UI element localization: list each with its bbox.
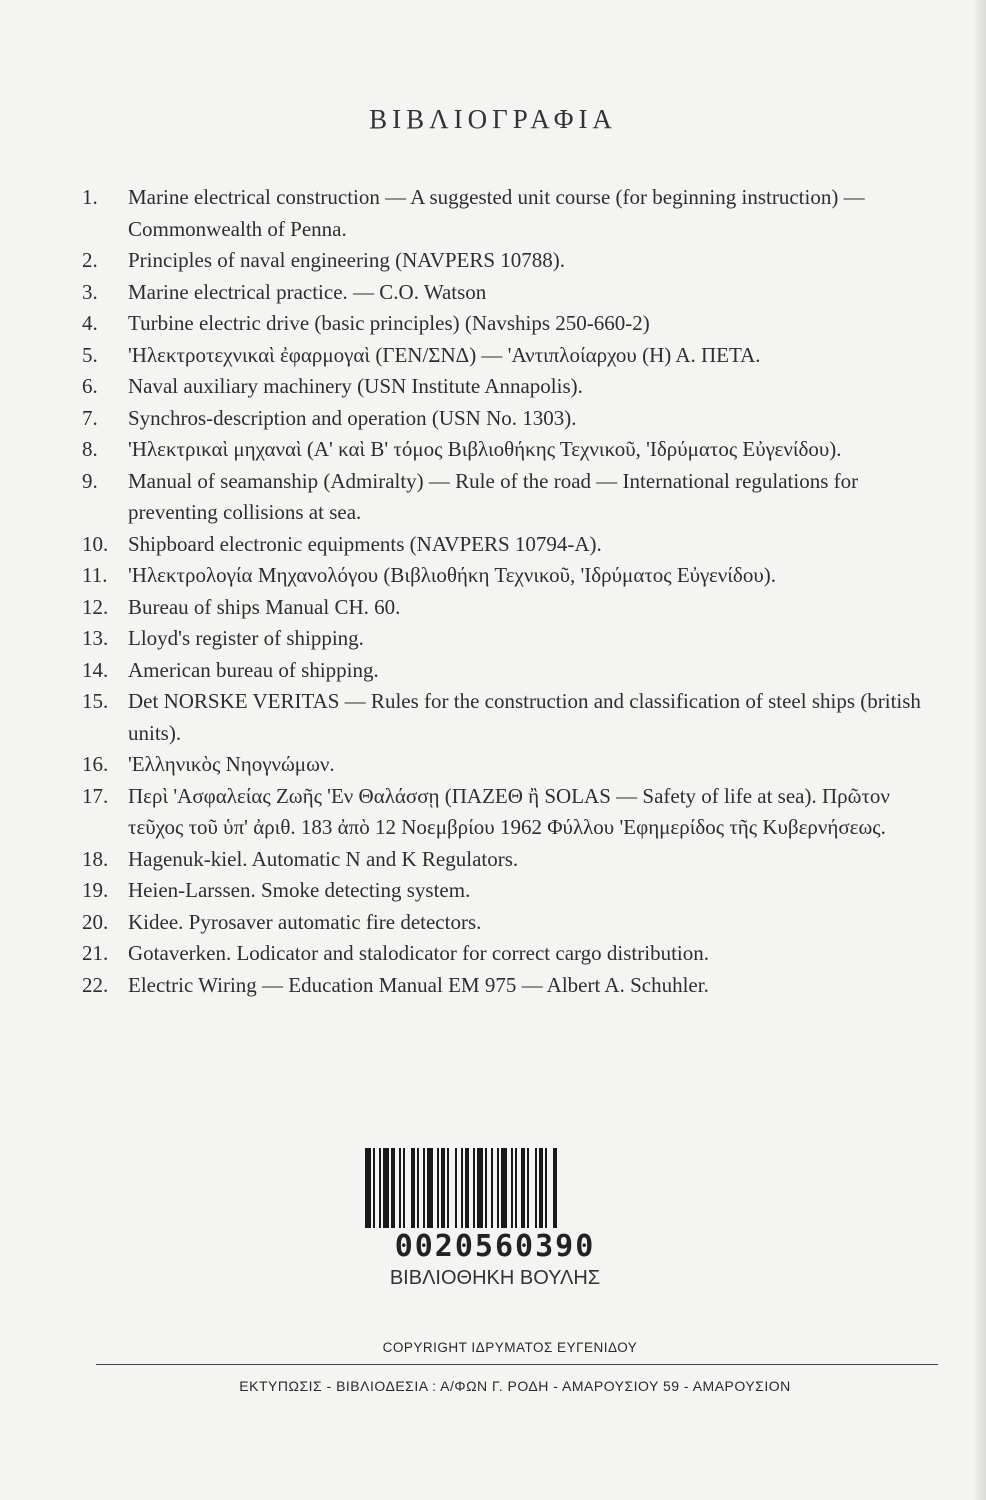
- bibliography-number: 20.: [82, 909, 109, 934]
- bibliography-item-20: [82, 907, 942, 939]
- bibliography-text: American bureau of shipping.: [128, 657, 379, 682]
- footer-divider: [96, 1364, 938, 1365]
- bibliography-item-8: [82, 434, 942, 466]
- bibliography-number: 6.: [82, 374, 98, 398]
- bibliography-text: 'Ηλεκτροτεχνικαὶ ἐφαρμογαὶ (ΓΕΝ/ΣΝΔ) — 'Αντιπλοίαρχου (Η) Α. ΠΕΤΑ.: [128, 342, 761, 367]
- bibliography-text: Heien-Larssen. Smoke detecting system.: [128, 878, 471, 902]
- page-edge-shadow: [972, 0, 986, 1500]
- bibliography-text: 'Ελληνικὸς Νηογνώμων.: [128, 752, 335, 776]
- bibliography-text: Hagenuk-kiel. Automatic N and K Regulators.: [128, 846, 519, 871]
- bibliography-item-14: [82, 655, 942, 687]
- bibliography-item-3: [82, 277, 942, 309]
- bibliography-list: [82, 182, 942, 1001]
- bibliography-text: Manual of seamanship (Admiralty) — Rule of the road — International regulations for preventing collisions at sea.: [128, 468, 859, 524]
- bibliography-item-2: [82, 245, 942, 277]
- barcode-bars-icon: [364, 1148, 626, 1228]
- copyright-line: COPYRIGHT ΙΔΡΥΜΑΤΟΣ ΕΥΓΕΝΙΔΟΥ: [382, 1340, 638, 1355]
- bibliography-number: 9.: [82, 468, 98, 493]
- bibliography-item-7: [82, 403, 942, 435]
- bibliography-number: 22.: [82, 972, 109, 997]
- bibliography-item-9: [82, 466, 942, 529]
- bibliography-number: 14.: [82, 657, 109, 682]
- bibliography-number: 13.: [82, 626, 109, 650]
- bibliography-text: Shipboard electronic equipments (NAVPERS 10794-A).: [128, 531, 602, 556]
- bibliography-item-22: [82, 970, 942, 1002]
- bibliography-number: 4.: [82, 311, 98, 335]
- bibliography-number: 11.: [82, 563, 108, 587]
- bibliography-text: Naval auxiliary machinery (USN Institute Annapolis).: [128, 374, 583, 398]
- bibliography-item-16: [82, 749, 942, 781]
- bibliography-number: 10.: [82, 531, 109, 556]
- bibliography-item-11: [82, 560, 942, 592]
- bibliography-number: 19.: [82, 878, 109, 902]
- bibliography-number: 12.: [82, 594, 109, 619]
- bibliography-number: 3.: [82, 279, 98, 304]
- bibliography-number: 8.: [82, 437, 98, 461]
- bibliography-number: 18.: [82, 846, 109, 871]
- barcode-number: 0020560390: [394, 1229, 596, 1264]
- bibliography-text: Gotaverken. Lodicator and stalodicator for correct cargo distribution.: [128, 941, 709, 965]
- bibliography-item-1: [82, 182, 942, 245]
- bibliography-number: 1.: [82, 185, 98, 209]
- bibliography-text: Marine electrical construction — A suggested unit course (for beginning instruction) — Commonwealth of Penna.: [128, 185, 865, 241]
- bibliography-text: Kidee. Pyrosaver automatic fire detectors.: [128, 909, 482, 934]
- bibliography-text: Principles of naval engineering (NAVPERS 10788).: [128, 248, 566, 272]
- bibliography-item-13: [82, 623, 942, 655]
- bibliography-text: Marine electrical practice. — C.O. Watson: [128, 279, 487, 304]
- bibliography-item-15: [82, 686, 942, 749]
- bibliography-number: 16.: [82, 752, 109, 776]
- bibliography-item-19: [82, 875, 942, 907]
- bibliography-number: 15.: [82, 689, 109, 713]
- barcode-library-name: ΒΙΒΛΙΟΘΗΚΗ ΒΟΥΛΗΣ: [389, 1267, 601, 1289]
- bibliography-number: 5.: [82, 342, 98, 367]
- bibliography-number: 17.: [82, 783, 109, 808]
- bibliography-number: 7.: [82, 405, 98, 430]
- bibliography-item-4: [82, 308, 942, 340]
- bibliography-text: Lloyd's register of shipping.: [128, 626, 364, 650]
- printer-imprint: ΕΚΤΥΠΩΣΙΣ - ΒΙΒΛΙΟΔΕΣΙΑ : Α/ΦΩΝ Γ. ΡΟΔΗ - ΑΜΑΡΟΥΣΙΟΥ 59 - ΑΜΑΡΟΥΣΙΟΝ: [239, 1378, 791, 1394]
- bibliography-item-17: [82, 781, 942, 844]
- bibliography-item-21: [82, 938, 942, 970]
- bibliography-item-10: [82, 529, 942, 561]
- bibliography-number: 2.: [82, 248, 98, 272]
- bibliography-item-5: [82, 340, 942, 372]
- bibliography-number: 21.: [82, 941, 109, 965]
- bibliography-item-6: [82, 371, 942, 403]
- page-title: ΒΙΒΛΙΟΓΡΑΦΙΑ: [369, 104, 617, 134]
- bibliography-text: 'Ηλεκτρολογία Μηχανολόγου (Βιβλιοθήκη Τεχνικοῦ, 'Ιδρύματος Εὐγενίδου).: [128, 563, 776, 587]
- library-barcode: [345, 1148, 645, 1292]
- bibliography-text: 'Ηλεκτρικαὶ μηχαναὶ (Α' καὶ Β' τόμος Βιβλιοθήκης Τεχνικοῦ, 'Ιδρύματος Εὐγενίδου).: [128, 437, 842, 461]
- bibliography-text: Electric Wiring — Education Manual EM 975 — Albert A. Schuhler.: [128, 972, 709, 997]
- bibliography-text: Det NORSKE VERITAS — Rules for the construction and classification of steel ships (british units).: [128, 689, 921, 745]
- bibliography-item-18: [82, 844, 942, 876]
- bibliography-text: Περὶ 'Ασφαλείας Ζωῆς 'Εν Θαλάσσῃ (ΠΑΖΕΘ ἢ SOLAS — Safety of life at sea). Πρῶτον τεῦχος τοῦ ὑπ' ἀριθ. 183 ἀπὸ 12 Νοεμβρίου 1962 Φύλλου 'Εφημερίδος τῆς Κυβερνήσεως.: [128, 783, 890, 839]
- bibliography-item-12: [82, 592, 942, 624]
- bibliography-text: Synchros-description and operation (USN No. 1303).: [128, 405, 577, 430]
- bibliography-text: Bureau of ships Manual CH. 60.: [128, 594, 401, 619]
- bibliography-text: Turbine electric drive (basic principles) (Navships 250-660-2): [128, 311, 650, 335]
